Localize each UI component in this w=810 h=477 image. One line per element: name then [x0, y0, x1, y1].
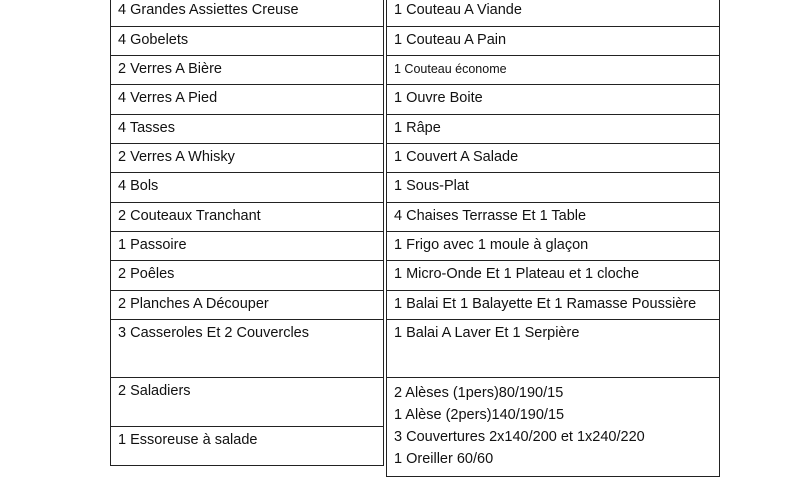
cell-line: 1 Alèse (2pers)140/190/15 — [394, 407, 565, 423]
cell-text: 4 Gobelets — [118, 32, 189, 48]
table-cell — [386, 114, 720, 144]
cell-text: 1 Essoreuse à salade — [118, 432, 258, 448]
cell-text: 4 Chaises Terrasse Et 1 Table — [394, 208, 587, 224]
cell-line: 2 Alèses (1pers)80/190/15 — [394, 385, 564, 401]
cell-text: 2 Saladiers — [118, 383, 191, 399]
table-cell — [110, 290, 384, 320]
table-cell — [386, 26, 720, 56]
table-cell — [110, 172, 384, 203]
cell-text: 2 Planches A Découper — [118, 296, 269, 312]
cell-text: 1 Couteau A Pain — [394, 32, 507, 48]
table-cell — [386, 319, 720, 378]
cell-text: 4 Tasses — [118, 120, 175, 136]
table-cell — [110, 143, 384, 173]
table-cell — [386, 202, 720, 232]
cell-line: 3 Couvertures 2x140/200 et 1x240/220 — [394, 429, 645, 445]
cell-line: 1 Oreiller 60/60 — [394, 451, 494, 467]
table-cell — [386, 377, 720, 477]
cell-text: 1 Passoire — [118, 237, 187, 253]
table-cell — [110, 377, 384, 427]
table-cell — [110, 260, 384, 291]
cell-text: 4 Verres A Pied — [118, 90, 218, 106]
cell-text: 2 Verres A Bière — [118, 61, 222, 77]
table-cell — [110, 26, 384, 56]
cell-text: 1 Couteau économe — [394, 62, 507, 76]
table-cell — [386, 84, 720, 115]
cell-text: 1 Balai Et 1 Balayette Et 1 Ramasse Poussière — [394, 296, 697, 312]
table-cell — [386, 143, 720, 173]
table-cell — [110, 231, 384, 261]
table-cell — [110, 426, 384, 466]
cell-text: 1 Couteau A Viande — [394, 2, 522, 18]
table-cell — [386, 290, 720, 320]
table-cell — [110, 114, 384, 144]
cell-text: 1 Râpe — [394, 120, 441, 136]
table-cell — [110, 202, 384, 232]
cell-text: 1 Sous-Plat — [394, 178, 469, 194]
cell-text: 2 Poêles — [118, 266, 175, 282]
cell-text: 1 Ouvre Boite — [394, 90, 483, 106]
cell-text: 1 Balai A Laver Et 1 Serpière — [394, 325, 580, 341]
cell-text: 2 Couteaux Tranchant — [118, 208, 261, 224]
table-cell — [386, 0, 720, 27]
cell-text: 1 Micro-Onde Et 1 Plateau et 1 cloche — [394, 266, 640, 282]
cell-text: 3 Casseroles Et 2 Couvercles — [118, 325, 309, 341]
cell-text: 2 Verres A Whisky — [118, 149, 235, 165]
cell-text: 1 Frigo avec 1 moule à glaçon — [394, 237, 589, 253]
table-cell — [110, 84, 384, 115]
table-cell — [110, 55, 384, 85]
cell-text: 1 Couvert A Salade — [394, 149, 519, 165]
table-cell — [386, 172, 720, 203]
cell-text: 4 Bols — [118, 178, 159, 194]
cell-text: 4 Grandes Assiettes Creuse — [118, 2, 299, 18]
table-cell — [110, 319, 384, 378]
table-cell — [110, 0, 384, 27]
table-cell — [386, 260, 720, 291]
table-cell — [386, 231, 720, 261]
table-cell — [386, 55, 720, 85]
